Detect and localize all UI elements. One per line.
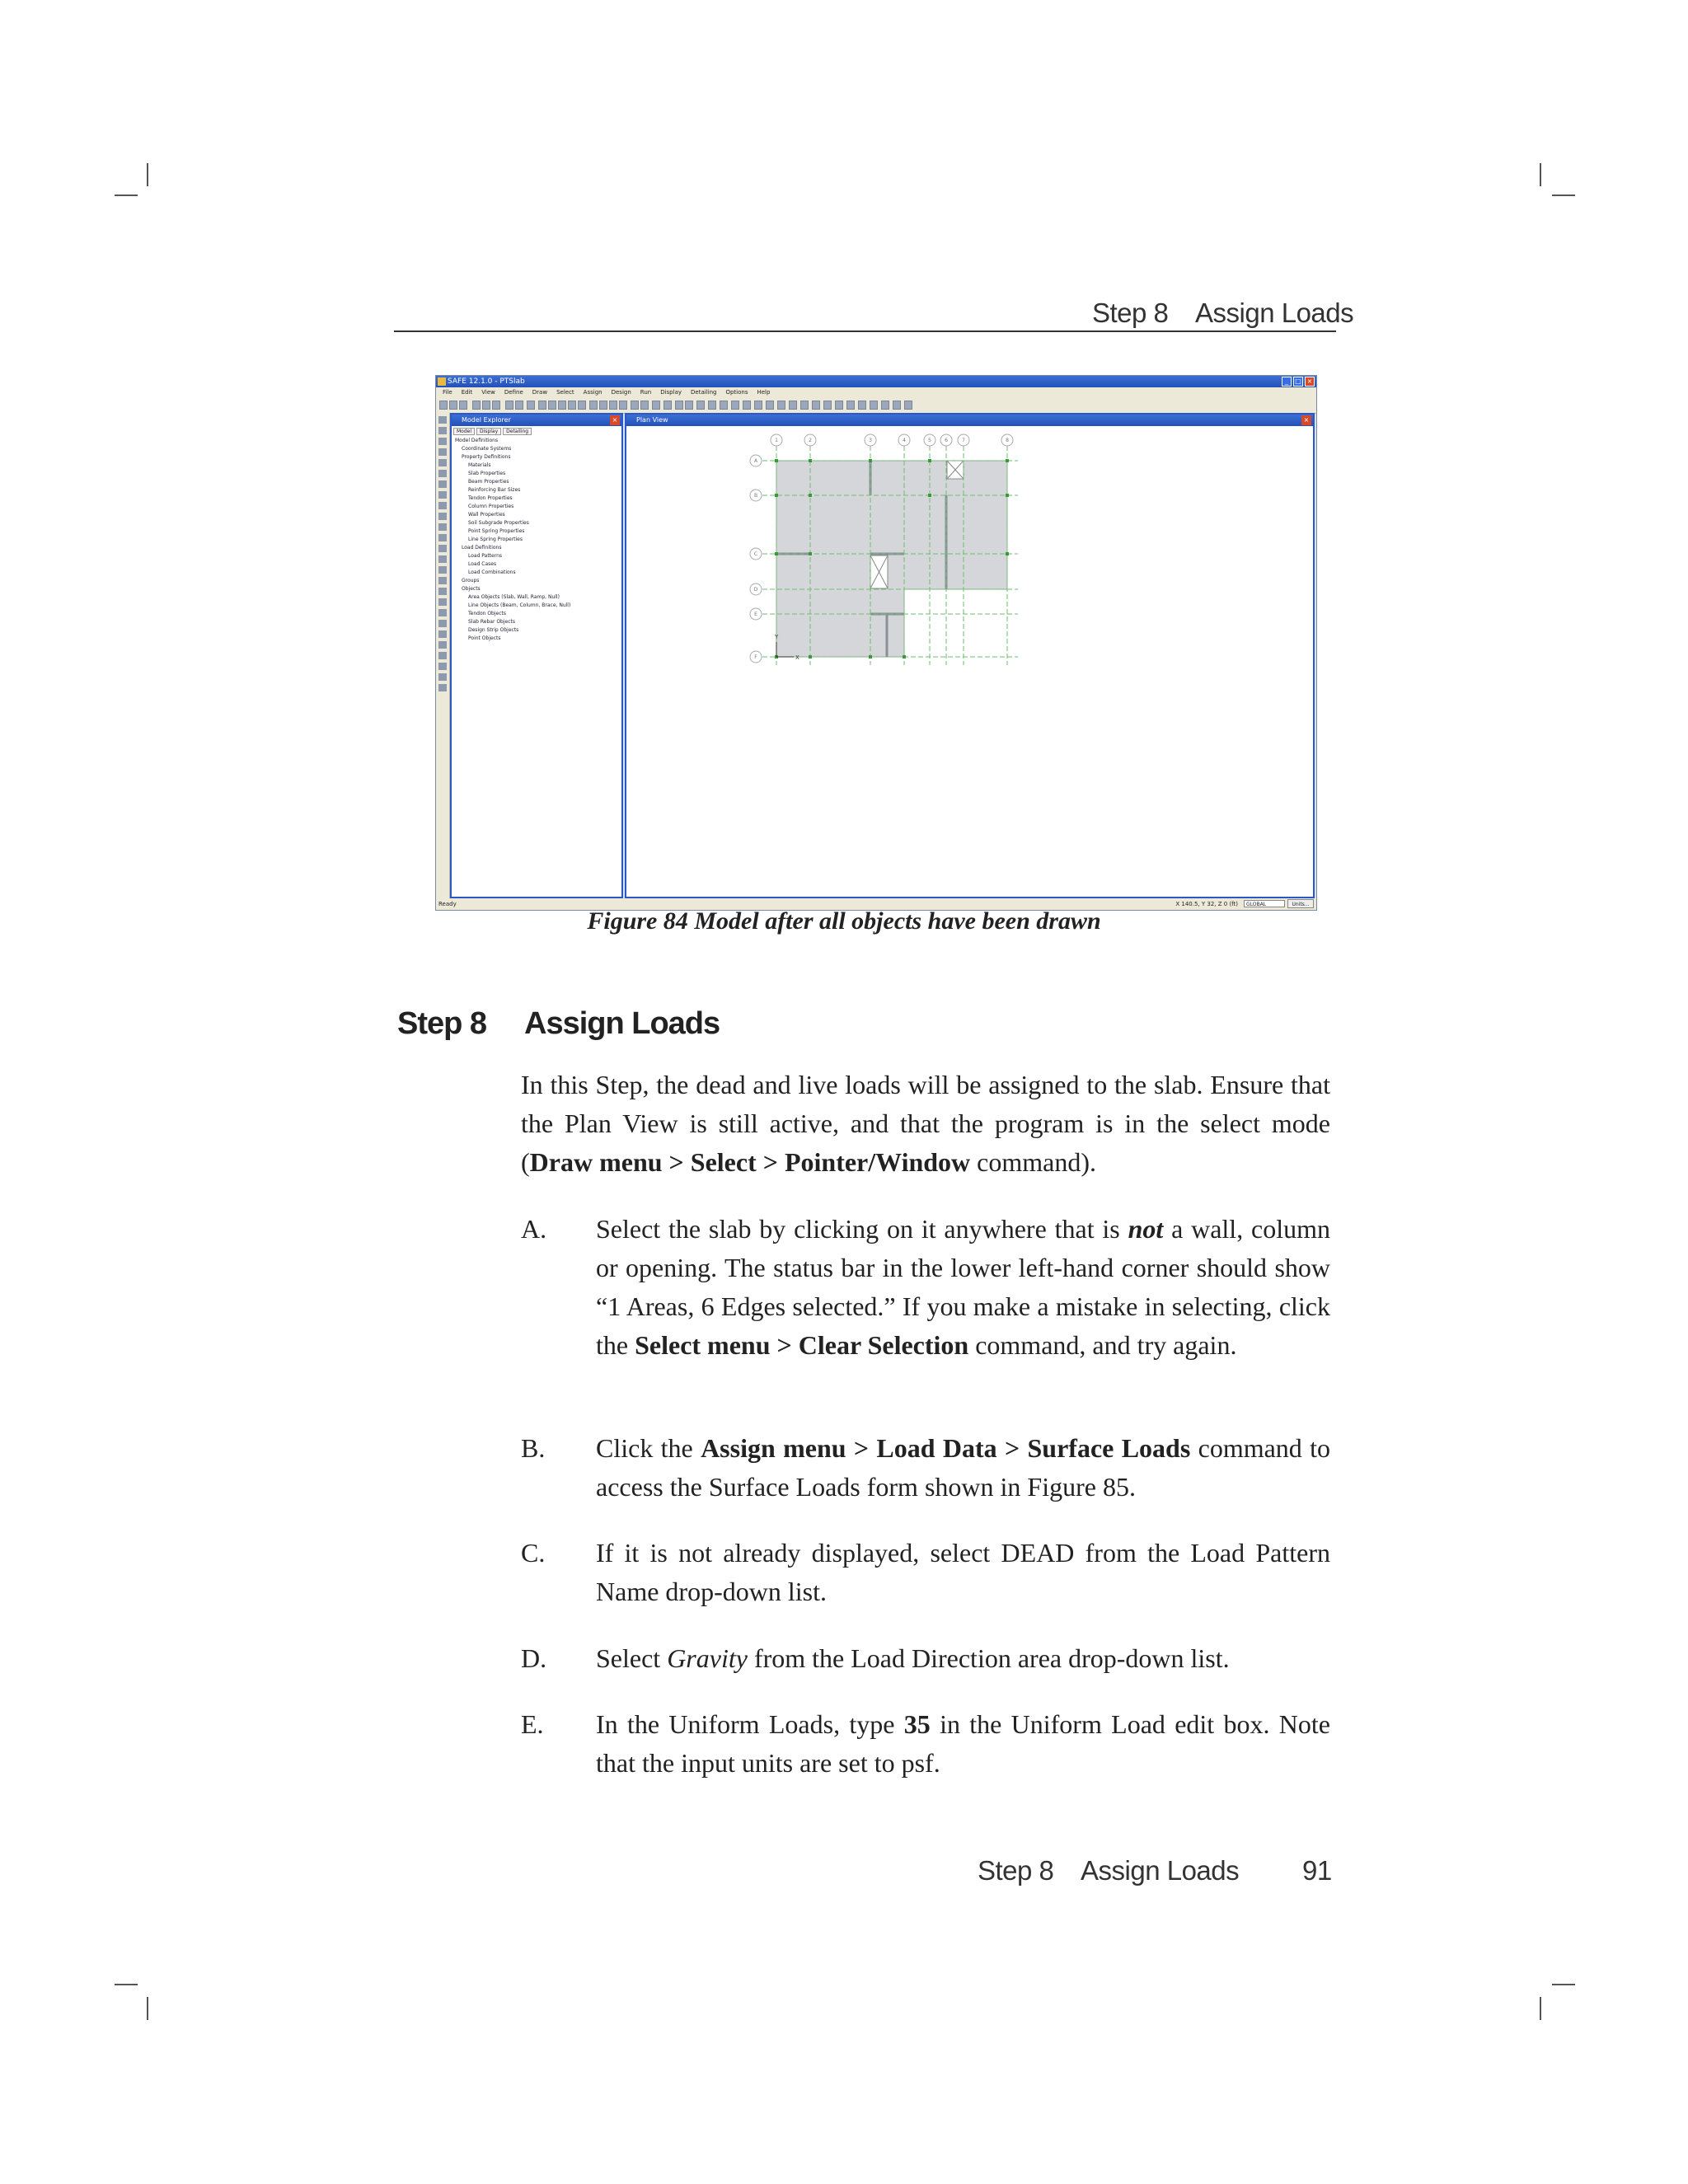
tree-item[interactable]: Soil Subgrade Properties xyxy=(468,520,529,526)
slab-area[interactable] xyxy=(776,461,1007,657)
toolbar-tool-icon[interactable] xyxy=(609,401,617,410)
tab-detailing[interactable]: Detailing xyxy=(503,428,532,435)
grid-label: 4 xyxy=(903,438,906,443)
item-text: In the Uniform Loads, type xyxy=(596,1709,904,1739)
toolbar-tool-icon[interactable] xyxy=(685,401,693,410)
toolbar-tool-icon[interactable] xyxy=(846,401,855,410)
draw-tool-icon[interactable] xyxy=(438,416,447,424)
toolbar-tool-icon[interactable] xyxy=(449,401,457,410)
grid-bubble-y xyxy=(750,583,762,595)
item-value: 35 xyxy=(903,1709,931,1739)
tree-item[interactable]: Line Objects (Beam, Column, Brace, Null) xyxy=(468,602,571,608)
model-tree xyxy=(452,435,621,643)
grid-bubble-y xyxy=(750,651,762,663)
status-text: Ready xyxy=(438,901,457,907)
tree-item[interactable]: Model Definitions xyxy=(455,438,499,443)
item-command: Assign menu > Load Data > Surface Loads xyxy=(701,1433,1191,1463)
axis-x-label: X xyxy=(795,654,799,661)
maximize-icon[interactable]: □ xyxy=(1293,377,1303,387)
minimize-icon[interactable]: _ xyxy=(1282,377,1292,387)
item-text: Select xyxy=(596,1643,668,1673)
draw-tool-icon[interactable] xyxy=(438,577,447,584)
toolbar-tool-icon[interactable] xyxy=(766,401,774,410)
menu-edit[interactable]: Edit xyxy=(461,389,473,396)
tab-display[interactable]: Display xyxy=(476,428,501,435)
menu-assign[interactable]: Assign xyxy=(583,389,603,396)
grid-label: 3 xyxy=(869,438,872,443)
tree-item[interactable]: Wall Properties xyxy=(468,512,505,518)
tree-item[interactable]: Materials xyxy=(468,462,491,468)
toolbar-tool-icon[interactable] xyxy=(823,401,832,410)
model-explorer-header xyxy=(452,415,621,426)
tree-item[interactable]: Property Definitions xyxy=(462,454,511,460)
toolbar-tool-icon[interactable] xyxy=(631,401,639,410)
list-letter: B. xyxy=(521,1433,546,1463)
menu-draw[interactable]: Draw xyxy=(532,389,548,396)
crop-mark xyxy=(1540,163,1541,186)
item-command: Select menu > Clear Selection xyxy=(635,1330,969,1360)
grid-bubble-x xyxy=(940,434,952,446)
toolbar-tool-icon[interactable] xyxy=(482,401,490,410)
grid-bubble-y xyxy=(750,455,762,466)
grid-bubble-x xyxy=(804,434,816,446)
toolbar-tool-icon[interactable] xyxy=(558,401,566,410)
menu-help[interactable]: Help xyxy=(757,389,771,396)
header-rule xyxy=(394,330,1336,332)
menu-select[interactable]: Select xyxy=(556,389,574,396)
axis-y-label: Y xyxy=(775,634,779,640)
grid-label: F xyxy=(754,654,757,660)
draw-tool-icon[interactable] xyxy=(438,523,447,531)
close-icon[interactable]: × xyxy=(1301,415,1311,425)
toolbar-tool-icon[interactable] xyxy=(881,401,889,410)
grid-label: B xyxy=(753,493,758,499)
item-text: a wall, column or opening. The status bar in the lower left-hand corner should show “1 Areas, 6 Edges selected.” If you make a mistake in selecting, click the xyxy=(596,1214,1331,1360)
app-icon xyxy=(438,377,446,386)
toolbar-tool-icon[interactable] xyxy=(893,401,901,410)
grid-label: 7 xyxy=(962,438,965,443)
draw-tool-icon[interactable] xyxy=(438,427,447,434)
item-emphasis: not xyxy=(1128,1214,1164,1244)
crop-mark xyxy=(115,1984,138,1985)
draw-tool-icon[interactable] xyxy=(438,534,447,541)
toolbar-tool-icon[interactable] xyxy=(800,401,809,410)
tree-item[interactable]: Load Combinations xyxy=(468,569,516,575)
figure-caption: Figure 84 Model after all objects have been drawn xyxy=(587,907,1101,935)
menu-bar xyxy=(436,387,1316,398)
draw-tool-icon[interactable] xyxy=(438,566,447,574)
toolbar-tool-icon[interactable] xyxy=(731,401,739,410)
intro-text: In this Step, the dead and live loads will be assigned to the slab. Ensure that the Plan View is still active, and that the program is in the select mode ( xyxy=(521,1070,1330,1177)
tree-item[interactable]: Design Strip Objects xyxy=(468,627,519,633)
tree-item[interactable]: Point Objects xyxy=(468,635,501,641)
draw-tool-icon[interactable] xyxy=(438,620,447,627)
toolbar-tool-icon[interactable] xyxy=(439,401,448,410)
grid-label: C xyxy=(753,551,758,557)
toolbar-tool-icon[interactable] xyxy=(789,401,797,410)
toolbar-tool-icon[interactable] xyxy=(708,401,716,410)
menu-define[interactable]: Define xyxy=(504,389,523,396)
grid-bubble-x xyxy=(924,434,935,446)
grid-label: A xyxy=(753,458,758,464)
menu-view[interactable]: View xyxy=(481,389,495,396)
grid-bubble-y xyxy=(750,548,762,560)
tree-item[interactable]: Coordinate Systems xyxy=(462,446,512,452)
plan-view-header xyxy=(626,415,1313,426)
grid-label: 1 xyxy=(775,438,778,443)
crop-mark xyxy=(115,194,138,196)
crop-mark xyxy=(147,163,148,186)
draw-tool-icon[interactable] xyxy=(438,480,447,488)
toolbar-tool-icon[interactable] xyxy=(696,401,705,410)
toolbar-tool-icon[interactable] xyxy=(754,401,762,410)
toolbar-tool-icon[interactable] xyxy=(858,401,866,410)
tree-item[interactable]: Tendon Objects xyxy=(468,611,506,616)
toolbar-tool-icon[interactable] xyxy=(538,401,546,410)
grid-bubble-x xyxy=(898,434,910,446)
toolbar-tool-icon[interactable] xyxy=(589,401,598,410)
list-letter: C. xyxy=(521,1538,546,1568)
tree-item[interactable]: Groups xyxy=(462,578,480,583)
toolbar-tool-icon[interactable] xyxy=(568,401,576,410)
grid-label: 5 xyxy=(928,438,931,443)
item-text: Select the slab by clicking on it anywhere that is xyxy=(596,1214,1128,1244)
intro-command: Draw menu > Select > Pointer/Window xyxy=(529,1147,971,1177)
toolbar-tool-icon[interactable] xyxy=(472,401,481,410)
grid-bubble-x xyxy=(958,434,969,446)
running-header-step: Step 8 xyxy=(1092,298,1169,328)
section-step: Step 8 xyxy=(397,1006,487,1041)
list-item xyxy=(521,1534,1330,1611)
toolbar-tool-icon[interactable] xyxy=(675,401,683,410)
toolbar-tool-icon[interactable] xyxy=(812,401,820,410)
list-item xyxy=(521,1210,1330,1365)
item-text: Click the xyxy=(596,1433,701,1463)
grid-label: E xyxy=(754,612,757,617)
close-icon[interactable]: × xyxy=(1305,377,1315,387)
crop-mark xyxy=(1552,1984,1575,1985)
toolbar-tool-icon[interactable] xyxy=(505,401,513,410)
footer-title: Assign Loads xyxy=(1081,1855,1240,1886)
menu-display[interactable]: Display xyxy=(660,389,682,396)
toolbar-tool-icon[interactable] xyxy=(720,401,728,410)
list-letter: D. xyxy=(521,1643,547,1673)
draw-tool-icon[interactable] xyxy=(438,438,447,445)
coord-system-select[interactable]: GLOBAL xyxy=(1244,900,1285,907)
crop-mark xyxy=(1552,194,1575,196)
draw-tool-icon[interactable] xyxy=(438,630,447,638)
opening[interactable] xyxy=(947,461,964,479)
draw-tool-icon[interactable] xyxy=(438,448,447,456)
grid-label: D xyxy=(753,587,758,593)
footer-step: Step 8 xyxy=(978,1855,1054,1886)
item-text: If it is not already displayed, select DEAD from the Load Pattern Name drop-down list. xyxy=(596,1538,1330,1606)
draw-tool-icon[interactable] xyxy=(438,491,447,499)
toolbar xyxy=(436,398,1316,414)
draw-tool-icon[interactable] xyxy=(438,545,447,552)
toolbar-tool-icon[interactable] xyxy=(870,401,878,410)
tree-item[interactable]: Area Objects (Slab, Wall, Ramp, Null) xyxy=(468,594,560,600)
toolbar-tool-icon[interactable] xyxy=(578,401,586,410)
plan-view-panel xyxy=(625,413,1315,898)
page-number: 91 xyxy=(1302,1855,1332,1886)
draw-tool-icon[interactable] xyxy=(438,641,447,649)
software-screenshot xyxy=(435,375,1317,911)
tree-item[interactable]: Load Cases xyxy=(468,561,497,567)
draw-tool-icon[interactable] xyxy=(438,513,447,520)
toolbar-tool-icon[interactable] xyxy=(652,401,660,410)
draw-tool-icon[interactable] xyxy=(438,588,447,595)
close-icon[interactable]: × xyxy=(610,415,620,425)
draw-tool-icon[interactable] xyxy=(438,652,447,659)
tree-item[interactable]: Load Definitions xyxy=(462,545,502,551)
tab-model[interactable]: Model xyxy=(453,428,475,435)
toolbar-tool-icon[interactable] xyxy=(527,401,535,410)
plan-drawing[interactable] xyxy=(626,426,1315,896)
menu-design[interactable]: Design xyxy=(611,389,631,396)
grid-label: 6 xyxy=(945,438,948,443)
window-titlebar xyxy=(436,376,1316,387)
menu-options[interactable]: Options xyxy=(725,389,748,396)
window-title: SAFE 12.1.0 - PTSlab xyxy=(448,377,525,386)
menu-detailing[interactable]: Detailing xyxy=(691,389,717,396)
toolbar-tool-icon[interactable] xyxy=(835,401,843,410)
grid-bubble-y xyxy=(750,608,762,620)
list-letter: A. xyxy=(521,1214,547,1244)
opening[interactable] xyxy=(870,555,888,588)
toolbar-tool-icon[interactable] xyxy=(515,401,523,410)
draw-tool-icon[interactable] xyxy=(438,502,447,509)
grid-bubble-y xyxy=(750,490,762,501)
tree-item[interactable]: Reinforcing Bar Sizes xyxy=(468,487,521,493)
intro-paragraph xyxy=(521,1066,1330,1182)
item-text: command, and try again. xyxy=(968,1330,1237,1360)
draw-tool-icon[interactable] xyxy=(438,459,447,466)
tree-item[interactable]: Tendon Properties xyxy=(468,495,513,501)
tree-item[interactable]: Slab Rebar Objects xyxy=(468,619,515,625)
toolbar-tool-icon[interactable] xyxy=(619,401,627,410)
list-letter: E. xyxy=(521,1709,544,1739)
toolbar-tool-icon[interactable] xyxy=(743,401,751,410)
model-explorer-title: Model Explorer xyxy=(462,416,511,424)
item-text: command to access the Surface Loads form shown in Figure 85. xyxy=(596,1433,1331,1502)
tree-item[interactable]: Column Properties xyxy=(468,504,514,509)
tree-item[interactable]: Beam Properties xyxy=(468,479,509,485)
running-header-title: Assign Loads xyxy=(1195,298,1354,328)
draw-tool-icon[interactable] xyxy=(438,555,447,563)
tree-item[interactable]: Objects xyxy=(462,586,481,592)
toolbar-tool-icon[interactable] xyxy=(492,401,500,410)
tree-item[interactable]: Load Patterns xyxy=(468,553,503,559)
toolbar-tool-icon[interactable] xyxy=(548,401,556,410)
item-emphasis: Gravity xyxy=(667,1643,748,1673)
draw-tool-icon[interactable] xyxy=(438,598,447,606)
draw-tool-icon[interactable] xyxy=(438,663,447,670)
toolbar-tool-icon[interactable] xyxy=(459,401,467,410)
crop-mark xyxy=(147,1997,148,2020)
draw-tool-icon[interactable] xyxy=(438,673,447,681)
toolbar-tool-icon[interactable] xyxy=(599,401,607,410)
draw-tool-icon[interactable] xyxy=(438,684,447,691)
grid-bubble-x xyxy=(771,434,782,446)
tree-item[interactable]: Point Spring Properties xyxy=(468,528,525,534)
list-item xyxy=(521,1429,1330,1507)
grid-label: 2 xyxy=(809,438,812,443)
intro-text: command). xyxy=(970,1147,1096,1177)
item-text: from the Load Direction area drop-down list. xyxy=(747,1643,1230,1673)
list-item xyxy=(521,1639,1330,1678)
grid-label: 8 xyxy=(1006,438,1009,443)
left-toolbar xyxy=(436,413,450,898)
toolbar-tool-icon[interactable] xyxy=(640,401,649,410)
crop-mark xyxy=(1540,1997,1541,2020)
grid-bubble-x xyxy=(1001,434,1013,446)
tree-item[interactable]: Line Spring Properties xyxy=(468,537,523,542)
model-explorer-panel xyxy=(450,413,623,898)
units-button[interactable]: Units... xyxy=(1287,899,1314,908)
draw-tool-icon[interactable] xyxy=(438,609,447,616)
toolbar-tool-icon[interactable] xyxy=(663,401,672,410)
coordinate-readout: X 140.5, Y 32, Z 0 (ft) xyxy=(1175,901,1238,907)
section-title: Assign Loads xyxy=(524,1006,720,1041)
list-item xyxy=(521,1705,1330,1783)
toolbar-tool-icon[interactable] xyxy=(904,401,912,410)
item-text: in the Uniform Load edit box. Note that the input units are set to psf. xyxy=(596,1709,1331,1778)
tree-item[interactable]: Slab Properties xyxy=(468,471,506,476)
menu-run[interactable]: Run xyxy=(640,389,652,396)
menu-file[interactable]: File xyxy=(443,389,452,396)
plan-view-title: Plan View xyxy=(636,416,668,424)
draw-tool-icon[interactable] xyxy=(438,470,447,477)
grid-bubble-x xyxy=(865,434,876,446)
toolbar-tool-icon[interactable] xyxy=(777,401,785,410)
